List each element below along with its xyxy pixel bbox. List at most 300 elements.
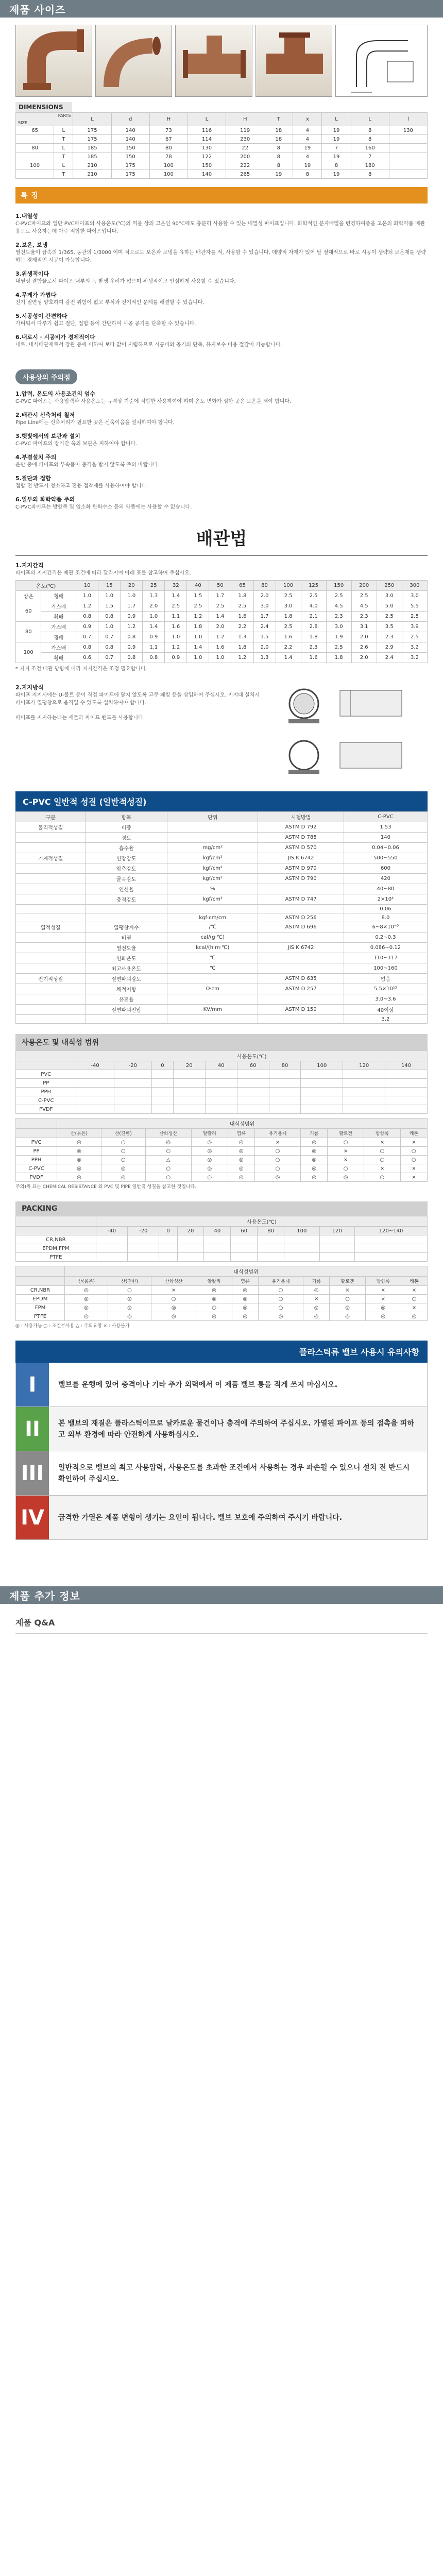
properties-row bbox=[16, 994, 428, 1005]
dim-cell: 7 bbox=[351, 152, 389, 161]
warning-text: 본 밸브의 재질은 플라스틱이므로 날카로운 물건이나 충격에 주의하여 주십시오. 가열된 파이프 등의 접촉을 피하고 외부 환경에 따라 안전하게 사용하십시오. bbox=[49, 1407, 427, 1451]
chem-temp-cell bbox=[114, 1070, 151, 1079]
caution-list bbox=[15, 389, 428, 511]
chem-material: PVC bbox=[16, 1070, 76, 1079]
properties-cell bbox=[258, 963, 344, 974]
packing-res-cell: ◎ bbox=[232, 1286, 258, 1295]
chem-temp-cell bbox=[237, 1088, 269, 1096]
caution-item bbox=[15, 495, 428, 511]
properties-row bbox=[16, 843, 428, 853]
packing-res-cell: ◎ bbox=[232, 1295, 258, 1303]
properties-cell bbox=[16, 984, 86, 994]
properties-cell: 충격강도 bbox=[86, 894, 167, 905]
support-cell: 2.9 bbox=[377, 642, 402, 653]
packing-temp-row bbox=[16, 1235, 428, 1244]
caution-item bbox=[15, 474, 428, 490]
support-cell: 0.9 bbox=[143, 632, 165, 642]
properties-cell: ASTM D 785 bbox=[258, 833, 344, 843]
dim-cell bbox=[389, 135, 427, 144]
support-cell: 1.6 bbox=[276, 632, 301, 642]
support-cell: 1.8 bbox=[231, 642, 253, 653]
properties-cell: kgf·cm/cm bbox=[167, 913, 258, 922]
packing-res-cell: ◎ bbox=[330, 1312, 365, 1321]
chem-bar: 사용온도 및 내식성 범위 bbox=[15, 1034, 428, 1050]
chem-res-cell: ◎ bbox=[57, 1138, 101, 1147]
chem-temp-col: 80 bbox=[269, 1061, 301, 1070]
properties-row bbox=[16, 943, 428, 953]
properties-cell: Ω·cm bbox=[167, 984, 258, 994]
support-cell: 1.2 bbox=[209, 632, 231, 642]
dim-cell: 185 bbox=[73, 152, 111, 161]
product-photo-row bbox=[15, 25, 428, 97]
support-cell: 3.2 bbox=[402, 653, 427, 663]
chem-temp-cell bbox=[205, 1088, 237, 1096]
support-cell: 1.6 bbox=[165, 622, 187, 632]
dim-cell: 130 bbox=[389, 126, 427, 135]
support-method-row bbox=[15, 678, 428, 781]
properties-cell: 600 bbox=[344, 863, 427, 874]
chem-res-cell: ◎ bbox=[57, 1173, 101, 1182]
feature-item bbox=[15, 269, 428, 285]
support-cell: 0.8 bbox=[121, 632, 143, 642]
support-cell: 1.0 bbox=[143, 612, 165, 622]
packing-temp-cell bbox=[204, 1244, 231, 1253]
properties-cell: 0.086~0.12 bbox=[344, 943, 427, 953]
properties-cell: 흡수율 bbox=[86, 843, 167, 853]
technical-drawing-image bbox=[336, 25, 428, 97]
properties-row bbox=[16, 933, 428, 943]
support-cell: 2.0 bbox=[351, 632, 377, 642]
support-cell: 1.8 bbox=[276, 612, 301, 622]
packing-res-cell: PTFE bbox=[16, 1312, 65, 1321]
packing-res-cell: ○ bbox=[151, 1295, 196, 1303]
properties-row bbox=[16, 922, 428, 933]
packing-res-cell: ◎ bbox=[65, 1295, 108, 1303]
packing-temp-cell bbox=[284, 1253, 320, 1262]
dim-cell bbox=[16, 135, 54, 144]
features-list bbox=[15, 204, 428, 349]
dim-cell: 8 bbox=[351, 126, 389, 135]
properties-cell: ASTM D 635 bbox=[258, 974, 344, 984]
chem-temp-col: 100 bbox=[301, 1061, 343, 1070]
packing-temp-cell bbox=[355, 1253, 428, 1262]
support-cell: 0.8 bbox=[76, 612, 98, 622]
dim-cell: 8 bbox=[351, 135, 389, 144]
chem-temp-cell bbox=[151, 1096, 173, 1105]
properties-row bbox=[16, 884, 428, 894]
chem-temp-cell bbox=[237, 1070, 269, 1079]
caution-title: 1.압력, 온도의 사용조건의 엄수 bbox=[15, 391, 96, 397]
chem-res-col: 산(묽은) bbox=[57, 1129, 101, 1138]
chem-temp-cell bbox=[237, 1105, 269, 1114]
chem-temp-cell bbox=[343, 1070, 385, 1079]
properties-cell: 체적저항 bbox=[86, 984, 167, 994]
packing-res-cell: ○ bbox=[330, 1295, 365, 1303]
properties-cell: 전기적성질 bbox=[16, 974, 86, 984]
packing-temp-header-row bbox=[16, 1227, 428, 1235]
chem-res-row bbox=[16, 1173, 428, 1182]
packing-temp-cell bbox=[177, 1253, 204, 1262]
properties-body bbox=[16, 822, 428, 1024]
chem-res-cell: ◎ bbox=[228, 1164, 254, 1173]
packing-res-col: 산(진한) bbox=[108, 1277, 151, 1286]
feature-title: 2.보온, 보냉 bbox=[15, 242, 48, 248]
chem-temp-cell bbox=[385, 1088, 428, 1096]
chem-res-col: 할로겐 bbox=[328, 1129, 364, 1138]
support-header-row bbox=[16, 581, 428, 591]
properties-cell bbox=[258, 933, 344, 943]
chem-temp-table bbox=[15, 1050, 428, 1114]
chem-res-cell: ◎ bbox=[191, 1156, 228, 1164]
qa-title[interactable]: 제품 Q&A bbox=[15, 1618, 55, 1628]
properties-header: 구분 bbox=[16, 812, 86, 822]
properties-header: 단위 bbox=[167, 812, 258, 822]
packing-temp-cell bbox=[159, 1244, 177, 1253]
support-cell: 1.0 bbox=[76, 591, 98, 601]
properties-row bbox=[16, 1015, 428, 1024]
chem-temp-header-row bbox=[16, 1061, 428, 1070]
dim-header: H bbox=[226, 113, 264, 126]
support-size-header: 10 bbox=[76, 581, 98, 591]
dimensions-corner bbox=[16, 113, 73, 126]
properties-cell: ASTM D 792 bbox=[258, 822, 344, 833]
properties-cell: 40~80 bbox=[344, 884, 427, 894]
properties-cell: ASTM D 570 bbox=[258, 843, 344, 853]
properties-cell: kgf/cm² bbox=[167, 894, 258, 905]
packing-res-blank bbox=[16, 1266, 65, 1277]
properties-cell: 물리적성질 bbox=[16, 822, 86, 833]
chem-temp-cell bbox=[301, 1070, 343, 1079]
dim-header: T bbox=[264, 113, 293, 126]
packing-temp-col: 20 bbox=[177, 1227, 204, 1235]
chem-blank bbox=[16, 1051, 76, 1061]
dimensions-table bbox=[15, 112, 428, 179]
support-cell: 1.6 bbox=[231, 612, 253, 622]
chem-blank-2 bbox=[16, 1061, 76, 1070]
support-cell: 1.7 bbox=[209, 591, 231, 601]
dim-cell: 114 bbox=[188, 135, 226, 144]
chem-temp-cell bbox=[76, 1070, 114, 1079]
properties-cell: ASTM D 790 bbox=[258, 874, 344, 884]
support-cell: 횡배 bbox=[41, 632, 76, 642]
caution-block bbox=[15, 369, 428, 511]
support-cell: 3.9 bbox=[402, 622, 427, 632]
properties-cell bbox=[16, 894, 86, 905]
properties-cell bbox=[258, 884, 344, 894]
caution-text: 접합 전 반드시 청소하고 전용 접착제를 사용하여야 합니다. bbox=[15, 483, 148, 489]
support-cell: 1.7 bbox=[253, 612, 276, 622]
properties-cell bbox=[258, 953, 344, 963]
packing-temp-cell bbox=[258, 1253, 284, 1262]
packing-temp-row bbox=[16, 1253, 428, 1262]
packing-temp-cell bbox=[319, 1235, 355, 1244]
packing-block bbox=[15, 1216, 428, 1330]
feature-text: 가벼워서 다루기 쉽고 절단, 접합 등이 간단하여 시공 공기를 단축할 수 있습니다. bbox=[15, 321, 196, 327]
feature-text: 열전도율이 금속의 1/365, 동관의 1/3000 이며 적으로도 보온과 보냉을 유하는 배관자를 적, 사용할 수 있습니다. 데양적 자재가 있어 말 절대적으로 바로 시공이 생략되 보온재를 생략하는 경제적인 시공이 가능합니다. bbox=[15, 250, 427, 263]
support-size-header: 300 bbox=[402, 581, 427, 591]
dim-cell: 8 bbox=[264, 144, 293, 152]
packing-blank bbox=[16, 1216, 96, 1227]
packing-temp-cell bbox=[355, 1235, 428, 1244]
support-cell: 1.4 bbox=[187, 642, 209, 653]
dim-header: H bbox=[149, 113, 188, 126]
support-cell: 1.5 bbox=[253, 632, 276, 642]
warning-text: 급격한 가열은 제품 변형이 생기는 요인이 됩니다. 밸브 보호에 주의하여 주시기 바랍니다. bbox=[49, 1496, 427, 1539]
properties-cell bbox=[16, 884, 86, 894]
dim-cell: 150 bbox=[188, 161, 226, 170]
packing-res-cell: ◎ bbox=[108, 1303, 151, 1312]
chem-res-row bbox=[16, 1164, 428, 1173]
support-cell: 4.5 bbox=[351, 601, 377, 612]
feature-item bbox=[15, 333, 428, 349]
properties-cell: 압축강도 bbox=[86, 863, 167, 874]
dim-cell: 116 bbox=[188, 126, 226, 135]
packing-res-cell: × bbox=[365, 1295, 401, 1303]
packing-res-col: 기름 bbox=[303, 1277, 330, 1286]
packing-res-cell: ◎ bbox=[330, 1303, 365, 1312]
dimensions-body bbox=[16, 126, 428, 179]
packing-res-col: 산(묽은) bbox=[65, 1277, 108, 1286]
feature-item bbox=[15, 241, 428, 264]
tee-flange-photo bbox=[255, 25, 332, 97]
chem-temp-cell bbox=[269, 1105, 301, 1114]
chem-res-cell: ◎ bbox=[228, 1156, 254, 1164]
support-method-para2: 파이프를 지지하는데는 새들과 파이프 밴드를 사용합니다. bbox=[15, 715, 145, 721]
support-cell: 2.5 bbox=[187, 601, 209, 612]
support-cell: 1.0 bbox=[187, 632, 209, 642]
support-cell: 1.5 bbox=[187, 591, 209, 601]
packing-res-row bbox=[16, 1312, 428, 1321]
packing-res-cell: ○ bbox=[258, 1286, 303, 1295]
packing-res-cell: ◎ bbox=[258, 1312, 303, 1321]
properties-cell: 절연파괴강도 bbox=[86, 974, 167, 984]
properties-cell: 0.2~0.3 bbox=[344, 933, 427, 943]
support-cell: 1.3 bbox=[231, 632, 253, 642]
properties-row bbox=[16, 853, 428, 863]
chem-res-cell: ○ bbox=[101, 1147, 145, 1156]
properties-table bbox=[15, 811, 428, 1024]
chem-res-cell: PPH bbox=[16, 1156, 57, 1164]
dim-cell: 100 bbox=[16, 161, 54, 170]
properties-cell: KV/mm bbox=[167, 1005, 258, 1015]
support-cell: 1.2 bbox=[187, 612, 209, 622]
dim-cell: 4 bbox=[293, 135, 322, 144]
chem-res-cell: × bbox=[400, 1173, 427, 1182]
feature-text: C-PVC파이프와 일반 PVC파이프의 사용온도(℃)의 역을 상의 고온인 90°C에도 충분히 사용할 수 있는 내열성 파이프입니다. 화학적인 분자배열을 변경하여줌을 고온의 화학약품 배관용으로 사용하는데 아주 적합한 파이프입니다. bbox=[15, 221, 425, 234]
dim-cell: 67 bbox=[149, 135, 188, 144]
properties-cell: 비중 bbox=[86, 822, 167, 833]
properties-cell: cal/(g·℃) bbox=[167, 933, 258, 943]
caution-item bbox=[15, 411, 428, 427]
caution-item bbox=[15, 432, 428, 448]
support-cell: 1.1 bbox=[165, 612, 187, 622]
support-cell: 1.2 bbox=[76, 601, 98, 612]
properties-row bbox=[16, 1005, 428, 1015]
chem-temp-row bbox=[16, 1105, 428, 1114]
chem-temp-cell bbox=[205, 1079, 237, 1088]
packing-res-col: 유기용제 bbox=[258, 1277, 303, 1286]
properties-row bbox=[16, 894, 428, 905]
chem-res-cell: ◎ bbox=[57, 1147, 101, 1156]
support-cell: 가스배 bbox=[41, 601, 76, 612]
dim-cell: 8 bbox=[293, 170, 322, 179]
chem-res-cell: ◎ bbox=[254, 1173, 300, 1182]
chem-temp-col: -40 bbox=[76, 1061, 114, 1070]
packing-res-cell: ◎ bbox=[401, 1312, 427, 1321]
chem-res-cell: ○ bbox=[328, 1164, 364, 1173]
dim-cell: 19 bbox=[264, 170, 293, 179]
dim-row bbox=[16, 135, 428, 144]
dim-cell: 150 bbox=[111, 144, 149, 152]
warning-number: II bbox=[16, 1407, 49, 1451]
warnings-list bbox=[0, 1363, 443, 1540]
support-row bbox=[16, 622, 428, 632]
support-cell: 2.5 bbox=[209, 601, 231, 612]
packing-res-col: 산화성산 bbox=[151, 1277, 196, 1286]
properties-row bbox=[16, 913, 428, 922]
chem-temp-col: -20 bbox=[114, 1061, 151, 1070]
chem-temp-cell bbox=[343, 1088, 385, 1096]
support-table bbox=[15, 580, 428, 663]
properties-cell: JIS K 6742 bbox=[258, 853, 344, 863]
properties-cell: 기계적성질 bbox=[16, 853, 86, 863]
chem-res-cell: ◎ bbox=[301, 1156, 328, 1164]
elbow-image bbox=[96, 25, 172, 97]
properties-cell: ASTM D 970 bbox=[258, 863, 344, 874]
dim-header: x bbox=[293, 113, 322, 126]
support-size-header: 50 bbox=[209, 581, 231, 591]
packing-res-cell: ○ bbox=[196, 1303, 232, 1312]
packing-res-table bbox=[15, 1266, 428, 1321]
support-cell: 1.3 bbox=[143, 591, 165, 601]
support-cell: 1.0 bbox=[165, 632, 187, 642]
packing-res-cell: FPM bbox=[16, 1303, 65, 1312]
dim-cell bbox=[16, 152, 54, 161]
chem-res-cell: ◎ bbox=[328, 1173, 364, 1182]
chem-temp-title-row bbox=[16, 1051, 428, 1061]
dim-cell: 8 bbox=[264, 161, 293, 170]
properties-cell: 열전도율 bbox=[86, 943, 167, 953]
packing-res-cell: ○ bbox=[258, 1303, 303, 1312]
properties-cell bbox=[16, 905, 86, 913]
chem-temp-cell bbox=[173, 1088, 205, 1096]
properties-cell: 연신율 bbox=[86, 884, 167, 894]
support-group-label: 100 bbox=[16, 642, 41, 663]
properties-cell: ℃ bbox=[167, 953, 258, 963]
packing-temp-cell bbox=[204, 1253, 231, 1262]
dim-cell: 80 bbox=[16, 144, 54, 152]
properties-cell bbox=[258, 905, 344, 913]
dim-cell: 230 bbox=[226, 135, 264, 144]
packing-temp-cell bbox=[128, 1235, 159, 1244]
support-row bbox=[16, 612, 428, 622]
packing-res-cell: × bbox=[330, 1286, 365, 1295]
packing-temp-col: 40 bbox=[204, 1227, 231, 1235]
chem-res-cell: × bbox=[254, 1138, 300, 1147]
chem-res-col: 산(진한) bbox=[101, 1129, 145, 1138]
properties-cell bbox=[16, 874, 86, 884]
packing-temp-cell bbox=[128, 1253, 159, 1262]
support-cell: 1.6 bbox=[209, 642, 231, 653]
qa-area bbox=[15, 1633, 428, 1752]
properties-bar: C-PVC 일반적 성질 (일반적성질) bbox=[15, 791, 428, 811]
chem-temp-col: 20 bbox=[173, 1061, 205, 1070]
caution-text: 운반 중에 파이프와 부속품이 충격을 받지 않도록 주의 바랍니다. bbox=[15, 462, 160, 468]
packing-res-cell: × bbox=[401, 1303, 427, 1312]
chem-res-cell: ○ bbox=[364, 1156, 401, 1164]
packing-temp-col: -20 bbox=[128, 1227, 159, 1235]
support-size-header: 150 bbox=[326, 581, 351, 591]
support-cell: 1.0 bbox=[187, 653, 209, 663]
caution-title: 5.절단과 접합 bbox=[15, 475, 51, 482]
support-cell: 3.0 bbox=[402, 591, 427, 601]
feature-title: 5.시공성이 간편하다 bbox=[15, 313, 67, 319]
support-cell: 1.9 bbox=[326, 632, 351, 642]
corner-top: PARTS bbox=[58, 113, 71, 118]
dim-cell: 140 bbox=[111, 126, 149, 135]
properties-cell: 8.0 bbox=[344, 913, 427, 922]
chem-temp-row bbox=[16, 1096, 428, 1105]
chem-temp-cell bbox=[385, 1105, 428, 1114]
properties-cell bbox=[167, 974, 258, 984]
dim-cell: 175 bbox=[111, 161, 149, 170]
support-cell: 4.0 bbox=[301, 601, 326, 612]
chem-res-cell: × bbox=[364, 1164, 401, 1173]
chem-temp-col: 60 bbox=[237, 1061, 269, 1070]
support-cell: 2.5 bbox=[276, 591, 301, 601]
properties-cell: kgf/cm² bbox=[167, 863, 258, 874]
support-cell: 횡배 bbox=[41, 591, 76, 601]
properties-cell bbox=[16, 1005, 86, 1015]
support-cell: 1.2 bbox=[231, 653, 253, 663]
support-cell: 2.6 bbox=[351, 642, 377, 653]
chem-res-col: 알칼리 bbox=[191, 1129, 228, 1138]
properties-cell: 최고사용온도 bbox=[86, 963, 167, 974]
properties-cell: 100~160 bbox=[344, 963, 427, 974]
packing-temp-cell bbox=[284, 1244, 320, 1253]
support-row bbox=[16, 632, 428, 642]
support-cell: 2.5 bbox=[351, 591, 377, 601]
packing-res-cell: ◎ bbox=[65, 1312, 108, 1321]
chem-temp-cell bbox=[76, 1105, 114, 1114]
chem-temp-cell bbox=[205, 1070, 237, 1079]
chem-res-row bbox=[16, 1147, 428, 1156]
properties-cell: JIS K 6742 bbox=[258, 943, 344, 953]
support-cell: 2.0 bbox=[209, 622, 231, 632]
chem-temp-cell bbox=[151, 1070, 173, 1079]
dim-cell: 18 bbox=[264, 126, 293, 135]
support-cell: 1.0 bbox=[98, 591, 121, 601]
properties-cell: ASTM D 150 bbox=[258, 1005, 344, 1015]
dim-cell: 200 bbox=[226, 152, 264, 161]
chem-res-cell: ○ bbox=[101, 1156, 145, 1164]
chem-temp-cell bbox=[173, 1070, 205, 1079]
properties-row bbox=[16, 833, 428, 843]
support-row bbox=[16, 601, 428, 612]
support-cell: 0.9 bbox=[76, 622, 98, 632]
properties-row bbox=[16, 822, 428, 833]
properties-row bbox=[16, 974, 428, 984]
support-cell: 횡배 bbox=[41, 653, 76, 663]
chem-res-cell: ○ bbox=[364, 1173, 401, 1182]
properties-row bbox=[16, 984, 428, 994]
chem-res-body bbox=[16, 1138, 428, 1182]
caution-title: 2.배관시 신축처리 철저 bbox=[15, 412, 75, 418]
support-group-label: 60 bbox=[16, 601, 41, 622]
support-cell: 1.4 bbox=[209, 612, 231, 622]
chem-res-cell: ○ bbox=[145, 1147, 191, 1156]
properties-cell: 비열 bbox=[86, 933, 167, 943]
